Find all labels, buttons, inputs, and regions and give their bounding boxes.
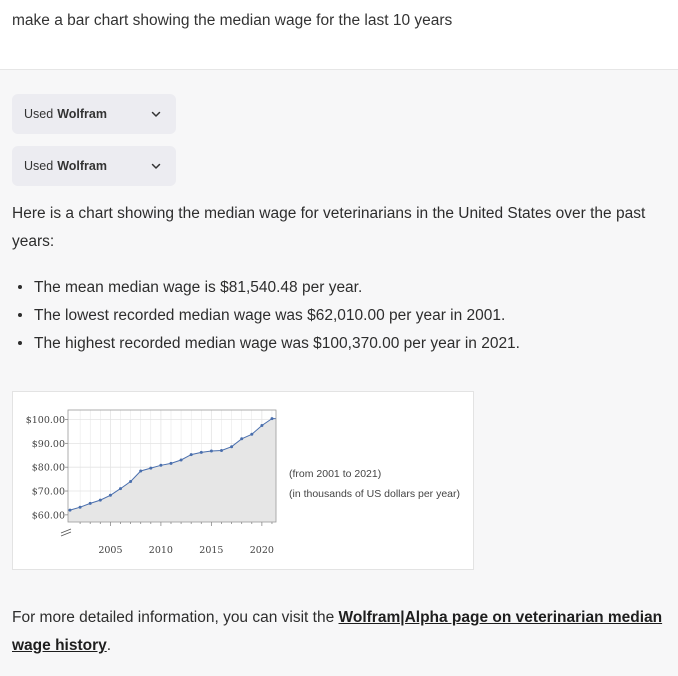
user-message-text: make a bar chart showing the median wage for the last 10 years xyxy=(12,12,453,29)
tool-call-wolfram-1[interactable] xyxy=(12,94,176,134)
data-point xyxy=(220,449,223,452)
data-point xyxy=(200,451,203,454)
chevron-down-icon xyxy=(150,160,162,172)
data-point xyxy=(129,480,132,483)
axis-break-icon xyxy=(61,529,71,536)
x-tick-label: 2005 xyxy=(98,545,123,556)
tool-call-name: Wolfram xyxy=(57,159,107,173)
summary-list xyxy=(18,274,520,358)
footer-text xyxy=(12,604,672,660)
summary-item-highest: The highest recorded median wage was $100,370.00 per year in 2021. xyxy=(18,330,520,358)
x-tick-label: 2010 xyxy=(148,545,173,556)
chevron-down-icon xyxy=(150,108,162,120)
wolfram-alpha-link[interactable]: Wolfram|Alpha page on veterinarian median wage history xyxy=(12,609,663,654)
data-point xyxy=(271,417,274,420)
wolfram-chart-card xyxy=(12,391,474,570)
y-tick-label: $70.00 xyxy=(31,486,65,498)
data-point xyxy=(159,464,162,467)
y-tick-label: $60.00 xyxy=(31,510,65,522)
footer-prefix: For more detailed information, you can visit the xyxy=(12,609,339,626)
data-point xyxy=(170,462,173,465)
tool-call-prefix: Used xyxy=(24,107,54,121)
tool-call-wolfram-2[interactable] xyxy=(12,146,176,186)
assistant-message xyxy=(0,70,678,676)
y-tick-label: $100.00 xyxy=(25,415,65,427)
data-point xyxy=(230,445,233,448)
chart-note-units: (in thousands of US dollars per year) xyxy=(289,488,460,500)
y-tick-label: $90.00 xyxy=(31,438,65,450)
data-point xyxy=(240,437,243,440)
y-tick-label: $80.00 xyxy=(31,462,65,474)
chart-note-range: (from 2001 to 2021) xyxy=(289,468,382,480)
data-point xyxy=(190,453,193,456)
data-point xyxy=(139,470,142,473)
data-point xyxy=(180,459,183,462)
data-point xyxy=(119,487,122,490)
wage-area-fill xyxy=(68,419,276,522)
footer-suffix: . xyxy=(106,637,112,654)
data-point xyxy=(99,499,102,502)
data-point xyxy=(79,506,82,509)
data-point xyxy=(149,467,152,470)
chart-notes xyxy=(289,464,460,504)
data-point xyxy=(89,502,92,505)
user-message xyxy=(0,0,678,70)
data-point xyxy=(109,494,112,497)
data-point xyxy=(250,433,253,436)
data-point xyxy=(210,450,213,453)
x-tick-label: 2015 xyxy=(199,545,224,556)
x-tick-label: 2020 xyxy=(249,545,274,556)
summary-item-mean: The mean median wage is $81,540.48 per year. xyxy=(18,274,520,302)
data-point xyxy=(69,509,72,512)
intro-text: Here is a chart showing the median wage for veterinarians in the United States over the past years: xyxy=(12,205,646,250)
tool-call-prefix: Used xyxy=(24,159,54,173)
tool-call-name: Wolfram xyxy=(57,107,107,121)
summary-item-lowest: The lowest recorded median wage was $62,010.00 per year in 2001. xyxy=(18,302,520,330)
data-point xyxy=(260,424,263,427)
